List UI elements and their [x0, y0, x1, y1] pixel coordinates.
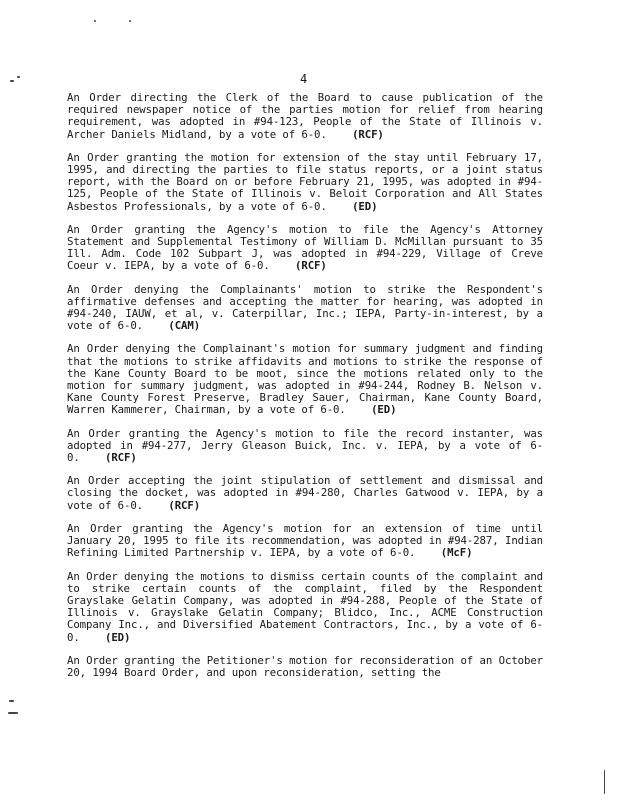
order-paragraph	[67, 655, 543, 679]
order-paragraph	[67, 224, 543, 273]
order-text: An Order granting the Agency's motion for an extension of time until January 20, 1995 to file its recommendation, was adopted in #94-287, Indian Refining Limited Partnership v. IEPA, by a vote of 6-0.	[67, 521, 543, 560]
order-text: An Order granting the motion for extension of the stay until February 17, 1995, and directing the parties to file status reports, or a joint status report, with the Board on or before February 21, 1995, was adopted in #94-125, People of the State of Illinois v. Beloit Corporation and All States Asbestos Professionals, by a vote of 6-0.	[67, 150, 543, 213]
order-text: An Order accepting the joint stipulation of settlement and dismissal and closing the docket, was adopted in #94-280, Charles Gatwood v. IEPA, by a vote of 6-0.	[67, 474, 543, 512]
order-paragraph	[67, 523, 543, 560]
scan-mark	[10, 80, 14, 82]
order-paragraph	[67, 475, 543, 512]
order-paragraph	[67, 343, 543, 416]
order-initials: (CAM)	[168, 319, 201, 333]
scan-mark	[17, 76, 20, 78]
order-paragraph	[67, 284, 543, 333]
order-initials: (McF)	[440, 546, 473, 560]
page-number: 4	[300, 72, 308, 86]
order-text: An Order granting the Agency's motion to file the Agency's Attorney Statement and Supplemental Testimony of William D. McMillan pursuant to 35 Ill. Adm. Code 102 Subpart J, was adopted in #94-229, Village of Creve Coeur v. IEPA, by a vote of 6-0.	[67, 222, 543, 273]
orders-list	[67, 92, 543, 690]
order-initials: (ED)	[371, 403, 397, 417]
scan-mark	[8, 712, 18, 714]
order-paragraph	[67, 571, 543, 644]
order-paragraph	[67, 152, 543, 213]
order-text: An Order denying the Complainants' motion to strike the Respondent's affirmative defenses and accepting the matter for hearing, was adopted in #94-240, IAUW, et al, v. Caterpillar, Inc.; IEPA, Party-in-interest, by a vote of 6-0.	[67, 282, 543, 333]
scan-mark	[94, 20, 96, 22]
order-text: An Order directing the Clerk of the Board to cause publication of the required newspaper notice of the parties motion for relief from hearing requirement, was adopted in #94-123, People of the State of Illinois v. Archer Daniels Midland, by a vote of 6-0.	[67, 91, 543, 141]
order-paragraph	[67, 428, 543, 465]
order-initials: (ED)	[352, 199, 378, 213]
order-initials: (RCF)	[105, 451, 137, 465]
order-text: An Order granting the Petitioner's motion for reconsideration of an October 20, 1994 Board Order, and upon reconsideration, setting the	[67, 653, 543, 679]
scan-mark	[9, 700, 14, 702]
order-paragraph	[67, 92, 543, 141]
order-initials: (ED)	[105, 630, 131, 644]
order-text: An Order denying the Complainant's motion for summary judgment and finding that the motions to strike affidavits and motions to strike the response of the Kane County Board to be moot, since the motions related only to the motion for summary judgment, was adopted in #94-244, Rodney B. Nelson v. Kane County Forest Preserve, Bradley Sauer, Chairman, Kane County Board, Warren Kammerer, Chairman, by a vote of 6-0.	[67, 342, 543, 417]
scan-mark	[129, 20, 131, 22]
order-initials: (RCF)	[168, 498, 201, 512]
order-text: An Order granting the Agency's motion to file the record instanter, was adopted in #94-277, Jerry Gleason Buick, Inc. v. IEPA, by a vote of 6-0.	[67, 426, 543, 465]
scan-mark	[604, 770, 605, 794]
order-initials: (RCF)	[352, 127, 384, 141]
order-initials: (RCF)	[295, 259, 327, 273]
order-text: An Order denying the motions to dismiss certain counts of the complaint and to strike certain counts of the complaint, filed by the Respondent Grayslake Gelatin Company, was adopted in #94-288, People of the State of Illinois v. Grayslake Gelatin Company; Blidco, Inc., ACME Construction Company Inc., and Diversified Abatement Contractors, Inc., by a vote of 6-0.	[67, 569, 543, 644]
